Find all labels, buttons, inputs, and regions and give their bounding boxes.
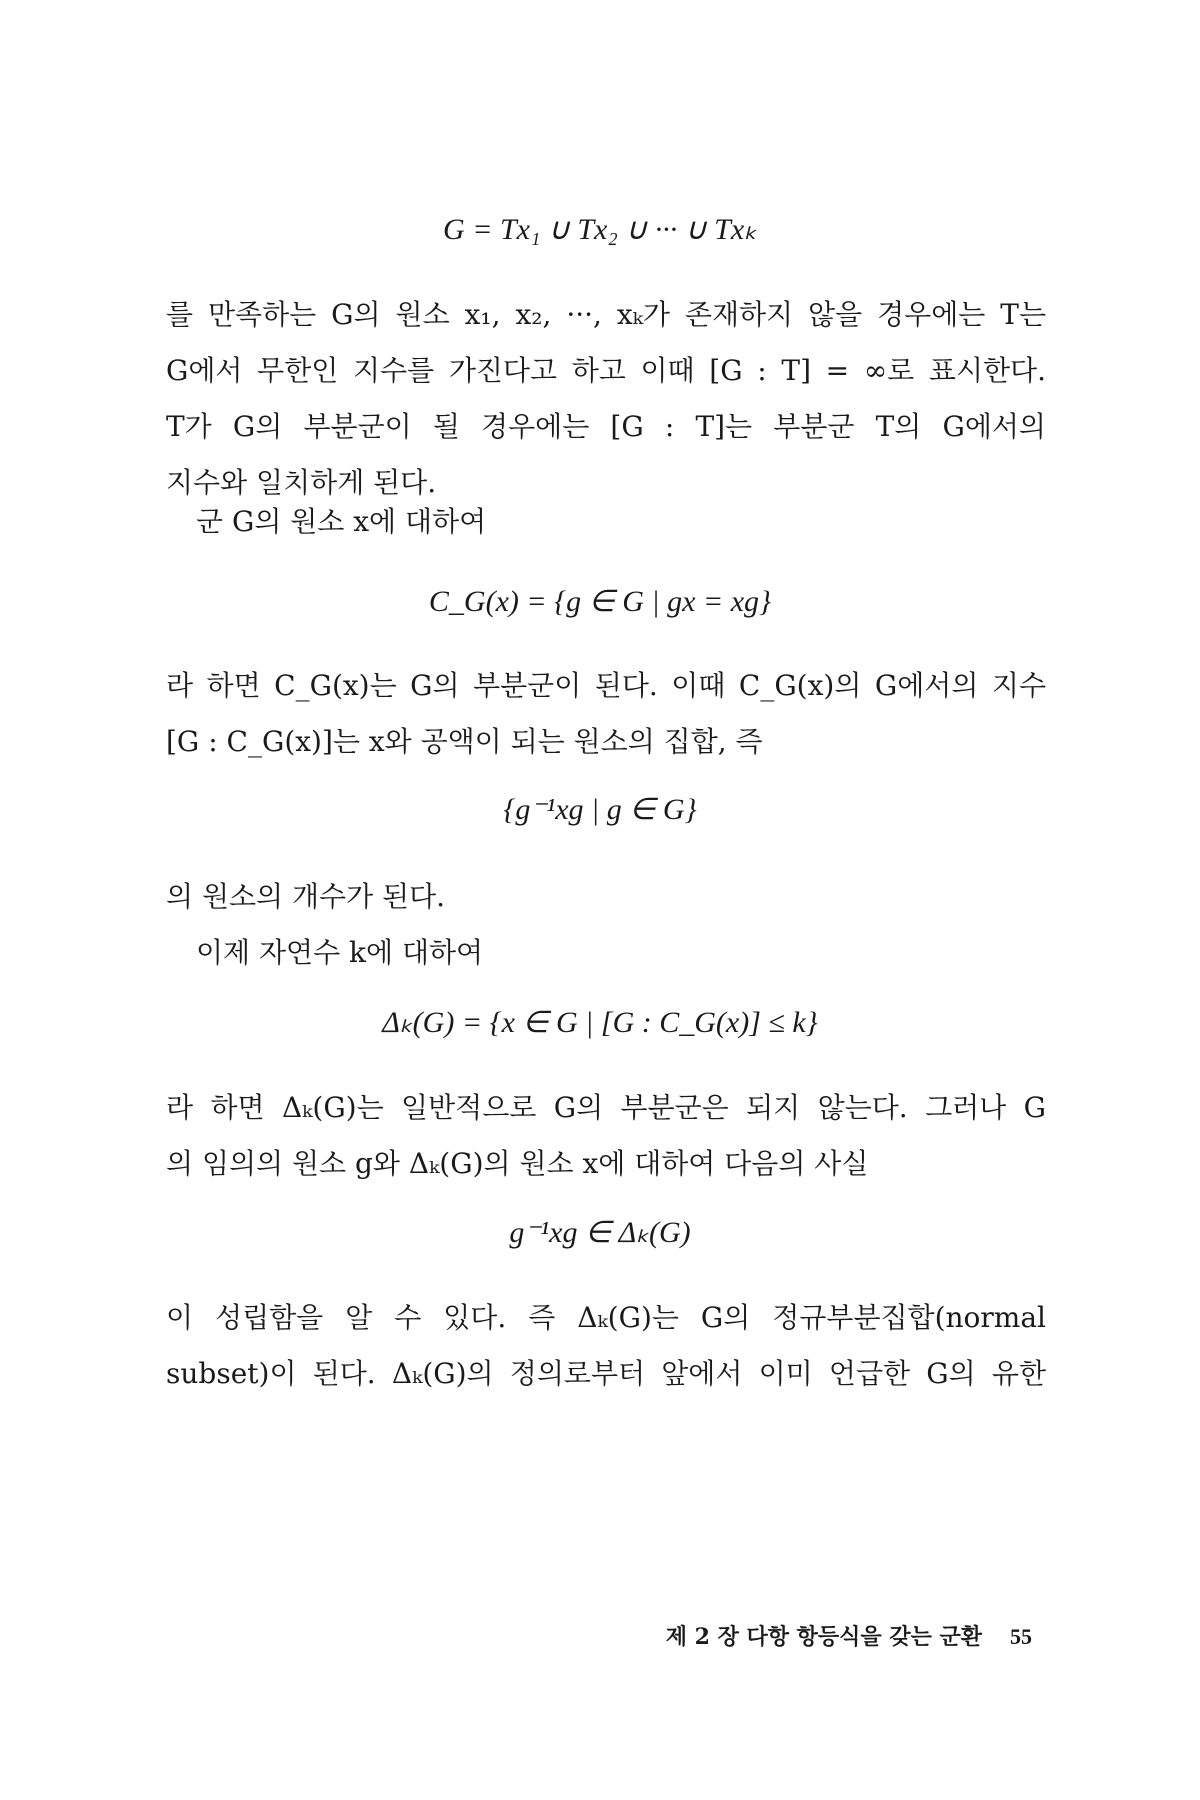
page-footer (0, 1620, 1200, 1651)
text-line: 의 원소의 개수가 된다. (166, 880, 446, 913)
equation-delta-k: Δₖ(G) = {x ∈ G | [G : C_G(x)] ≤ k} (382, 1006, 818, 1039)
text-line: 라 하면 Δₖ(G)는 일반적으로 G의 부분군은 되지 않는다. 그러나 G (166, 1091, 1046, 1124)
equation-centralizer: C_G(x) = {g ∈ G | gx = xg} (428, 585, 772, 618)
text-line: subset)이 된다. Δₖ(G)의 정의로부터 앞에서 이미 언급한 G의 유한 (166, 1357, 1046, 1390)
text-line: 지수와 일치하게 된다. (166, 466, 437, 499)
page-number: 55 (1010, 1624, 1032, 1649)
text-line: 라 하면 C_G(x)는 G의 부분군이 된다. 이때 C_G(x)의 G에서의 지수 (166, 669, 1046, 702)
text-line: T가 G의 부분군이 될 경우에는 [G : T]는 부분군 T의 G에서의 (166, 410, 1046, 443)
paragraph-centralizer-subgroup (166, 658, 1046, 770)
paragraph-delta-not-subgroup (166, 1080, 1046, 1192)
text-line: 이 성립함을 알 수 있다. 즉 Δₖ(G)는 G의 정규부분집합(normal (166, 1301, 1046, 1334)
paragraph-normal-subset (166, 1290, 1046, 1402)
equation-coset-union: G = Tx₁ ∪ Tx₂ ∪ ··· ∪ Txₖ (443, 213, 757, 246)
text-line: G에서 무한인 지수를 가진다고 하고 이때 [G : T] = ∞로 표시한다. (166, 354, 1046, 387)
text-line: 의 임의의 원소 g와 Δₖ(G)의 원소 x에 대하여 다음의 사실 (166, 1147, 869, 1180)
text-line: 를 만족하는 G의 원소 x₁, x₂, ···, xₖ가 존재하지 않을 경우에는 T는 (166, 298, 1046, 331)
text-line: [G : C_G(x)]는 x와 공액이 되는 원소의 집합, 즉 (166, 725, 763, 758)
equation-conjugacy-class: {g⁻¹xg | g ∈ G} (503, 793, 697, 826)
text-line: 이제 자연수 k에 대하여 (196, 936, 484, 969)
paragraph-centralizer-intro (166, 494, 1046, 550)
equation-normality: g⁻¹xg ∈ Δₖ(G) (509, 1216, 691, 1249)
text-line: 군 G의 원소 x에 대하여 (196, 505, 487, 538)
paragraph-conjugacy-count (166, 869, 1046, 981)
chapter-title: 제 2 장 다항 항등식을 갖는 군환 (665, 1624, 982, 1650)
paragraph-index-definition (166, 287, 1046, 511)
